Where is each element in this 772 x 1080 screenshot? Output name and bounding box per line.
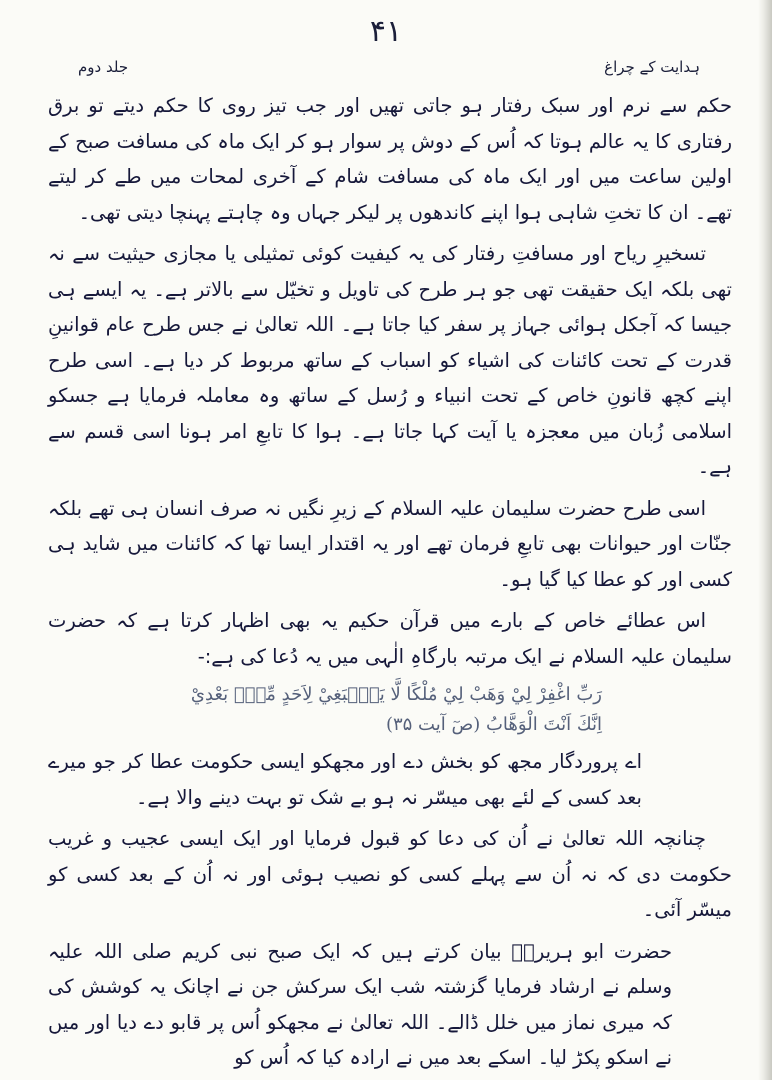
- paragraph-3: اسی طرح حضرت سلیمان علیہ السلام کے زیرِ نگیں نہ صرف انسان ہی تھے بلکہ جنّات اور حیوانات بھی تابعِ فرمان تھے اور یہ اقتدار ایسا تھا کہ کائنات میں شاید ہی کسی اور کو عطا کیا گیا ہو۔: [48, 496, 732, 591]
- scan-edge-shadow: [758, 0, 772, 1080]
- paragraph-6: حضرت ابو ہریرہؓ بیان کرتے ہیں کہ ایک صبح نبی کریم صلی اللہ علیہ وسلم نے ارشاد فرمایا گزشتہ شب ایک سرکش جن نے اچانک یہ کوشش کی کہ میری نماز میں خلل ڈالے۔ اللہ تعالیٰ نے مجھکو اُس پر قابو دے دیا اور میں نے اسکو پکڑ لیا۔ اسکے بعد میں نے ارادہ کیا کہ اُس کو: [48, 939, 672, 1069]
- quran-verse-line-1: رَبِّ اغْفِرْ لِيْ وَهَبْ لِيْ مُلْكًا لَّا يَنْۢبَغِيْ لِاَحَدٍ مِّنْۢ بَعْدِيْ: [190, 684, 602, 705]
- running-head-volume: جلد دوم: [78, 58, 129, 76]
- running-head-book-title: ہدایت کے چراغ: [604, 58, 700, 76]
- quran-verse-line-2-text: اِنَّكَ اَنْتَ الْوَهَّابُ: [485, 714, 602, 735]
- paragraph-1: حکم سے نرم اور سبک رفتار ہو جاتی تھیں اور جب تیز روی کا حکم دیتے تو برق رفتاری کا یہ عالم ہوتا کہ اُس کے دوش پر سوار ہو کر ایک ماہ کی مسافت صبح کے اولین ساعت میں اور ایک ماہ کی مسافت شام کے آخری لمحات میں طے کر لیتے تھے۔ ان کا تختِ شاہی ہوا اپنے کاندھوں پر لیکر جہاں وہ چاہتے پہنچا دیتی تھی۔: [48, 94, 732, 224]
- body-text: [48, 88, 732, 1080]
- quran-verse: [48, 680, 732, 740]
- quran-verse-line-2: [48, 710, 602, 740]
- verse-translation: اے پروردگار مجھ کو بخش دے اور مجھکو ایسی حکومت عطا کر جو میرے بعد کسی کے لئے بھی میسّر نہ ہو بے شک تو بہت دینے والا ہے۔: [48, 750, 642, 809]
- page-number: ۴۱: [369, 14, 403, 49]
- paragraph-5: چنانچہ اللہ تعالیٰ نے اُن کی دعا کو قبول فرمایا اور ایک ایسی عجیب و غریب حکومت دی کہ نہ اُن سے پہلے کسی کو نصیب ہوئی اور نہ اُن کے بعد کسی کو میسّر آئی۔: [48, 827, 732, 921]
- paragraph-4: اس عطائے خاص کے بارے میں قرآن حکیم یہ بھی اظہار کرتا ہے کہ حضرت سلیمان علیہ السلام نے ایک مرتبہ بارگاہِ الٰہی میں یہ دُعا کی ہے:-: [48, 609, 732, 668]
- paragraph-2: تسخیرِ ریاح اور مسافتِ رفتار کی یہ کیفیت کوئی تمثیلی یا مجازی حیثیت سے نہ تھی بلکہ ایک حقیقت تھی جو ہر طرح کی تاویل و تخیّل سے بالاتر ہے۔ یہ ایسے ہی جیسا کہ آجکل ہوائی جہاز پر سفر کیا جاتا ہے۔ اللہ تعالیٰ نے جس طرح عام قوانینِ قدرت کے تحت کائنات کی اشیاء کو اسباب کے ساتھ مربوط کر دیا ہے۔ اسی طرح اپنے کچھ قانونِ خاص کے تحت انبیاء و رُسل کے ساتھ وہ معاملہ فرمایا ہے جسکو اسلامی زُبان میں معجزہ یا آیت کہا جاتا ہے۔ ہوا کا تابعِ امر ہونا اسی قسم سے ہے۔: [48, 242, 732, 478]
- quran-verse-reference: (صٓ آیت ۳۵): [385, 714, 481, 735]
